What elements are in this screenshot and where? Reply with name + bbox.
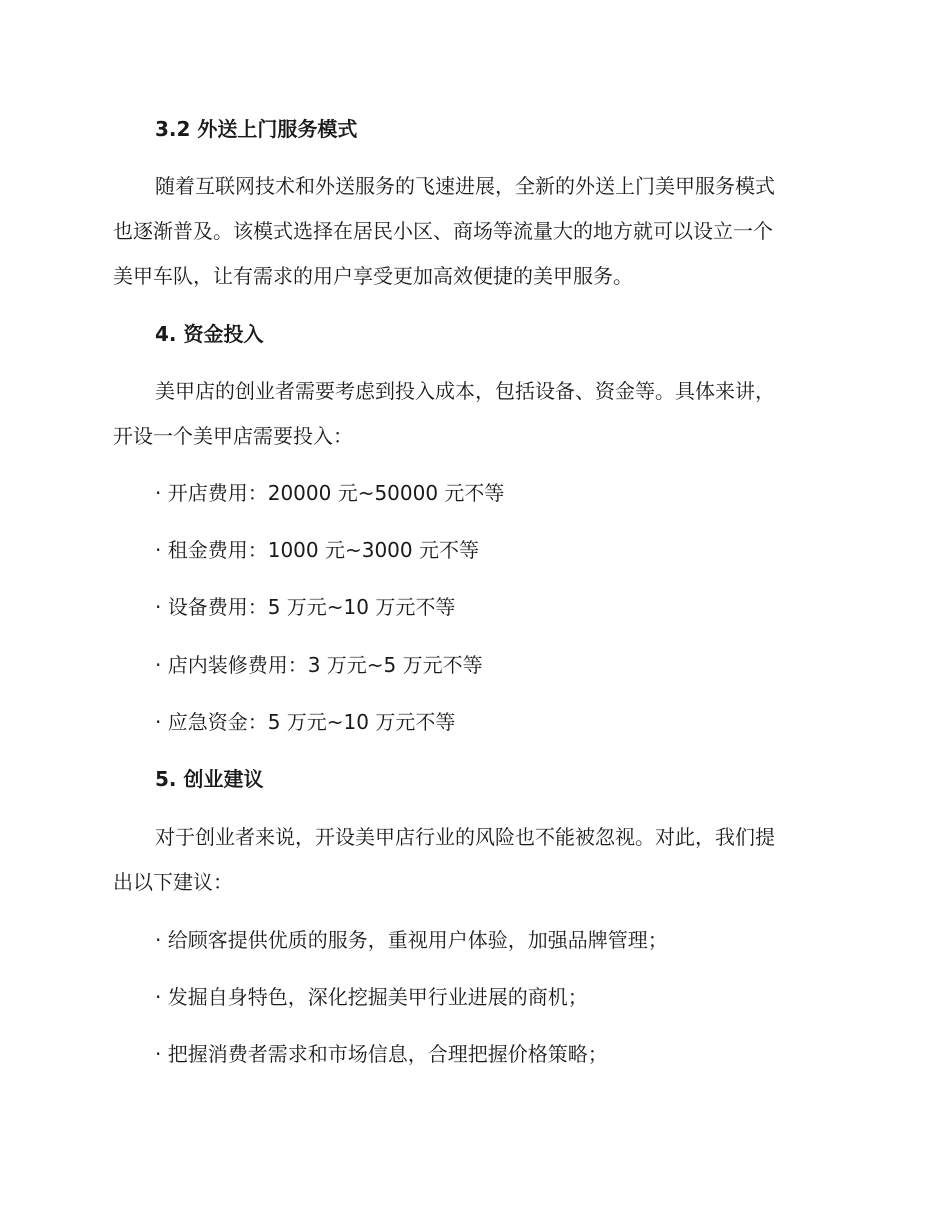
paragraph-line: 美甲车队，让有需求的用户享受更加高效便捷的美甲服务。 (113, 264, 633, 288)
list-item: · 租金费用：1000 元~3000 元不等 (155, 538, 479, 562)
section-heading-3-2: 3.2 外送上门服务模式 (155, 117, 358, 141)
list-item: · 店内装修费用：3 万元~5 万元不等 (155, 653, 483, 677)
paragraph-line: 也逐渐普及。该模式选择在居民小区、商场等流量大的地方就可以设立一个 (113, 219, 773, 243)
paragraph-line: 美甲店的创业者需要考虑到投入成本，包括设备、资金等。具体来讲， (155, 379, 775, 403)
list-item: · 应急资金：5 万元~10 万元不等 (155, 710, 456, 734)
list-item: · 发掘自身特色，深化挖掘美甲行业进展的商机； (155, 985, 588, 1009)
paragraph-line: 出以下建议： (113, 870, 233, 894)
section-heading-5: 5. 创业建议 (155, 767, 264, 791)
paragraph-line: 开设一个美甲店需要投入： (113, 424, 353, 448)
list-item: · 给顾客提供优质的服务，重视用户体验，加强品牌管理； (155, 928, 668, 952)
paragraph-line: 对于创业者来说，开设美甲店行业的风险也不能被忽视。对此，我们提 (155, 825, 775, 849)
section-heading-4: 4. 资金投入 (155, 322, 264, 346)
list-item: · 把握消费者需求和市场信息，合理把握价格策略； (155, 1042, 608, 1066)
list-item: · 开店费用：20000 元~50000 元不等 (155, 481, 505, 505)
paragraph-line: 随着互联网技术和外送服务的飞速进展，全新的外送上门美甲服务模式 (155, 174, 775, 198)
list-item: · 设备费用：5 万元~10 万元不等 (155, 595, 456, 619)
